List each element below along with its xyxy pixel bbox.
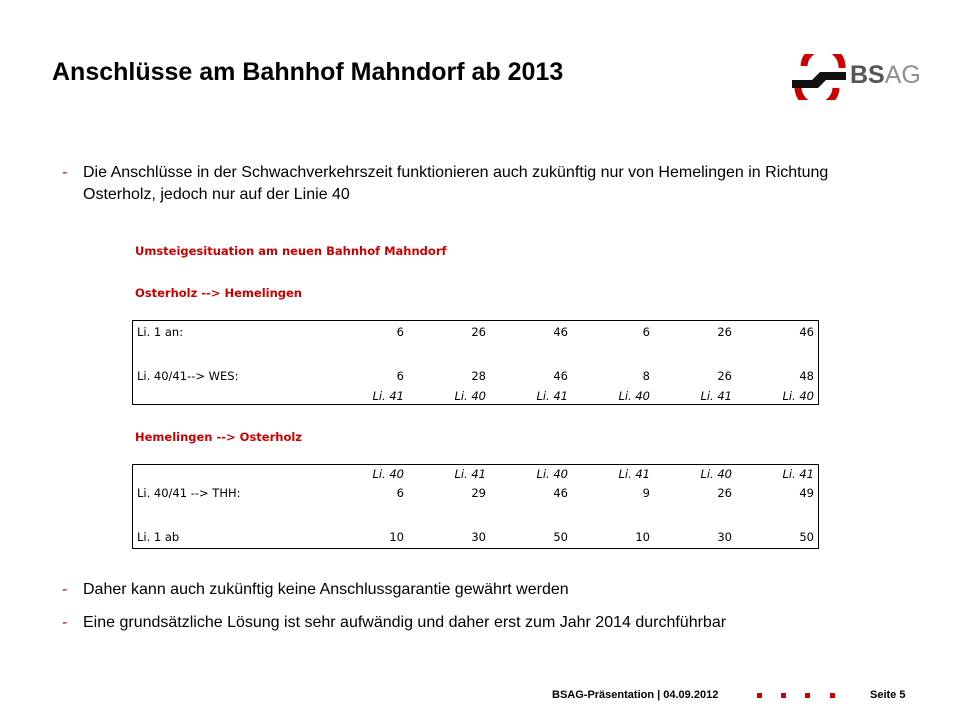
line-cell: Li. 41 xyxy=(700,388,732,403)
row-label: Li. 40/41--> WES: xyxy=(137,369,239,383)
table-cell: 49 xyxy=(799,486,814,500)
table-cell: 30 xyxy=(717,530,732,544)
line-cell: Li. 40 xyxy=(372,466,404,481)
table-cell: 28 xyxy=(471,369,486,383)
table-cell: 50 xyxy=(799,530,814,544)
table-cell: 6 xyxy=(642,325,650,339)
table-cell: 46 xyxy=(799,325,814,339)
bullet-item xyxy=(62,579,882,601)
table-row-lines xyxy=(133,387,819,405)
row-label: Li. 40/41 --> THH: xyxy=(137,486,241,500)
bsag-logo-icon xyxy=(790,54,850,100)
table-row xyxy=(133,365,819,387)
bullet-text: Eine grundsätzliche Lösung ist sehr aufwändig und daher erst zum Jahr 2014 durchführbar xyxy=(83,614,727,631)
logo-text-bs: BS xyxy=(850,61,885,89)
table-cell: 26 xyxy=(471,325,486,339)
bullet-item xyxy=(62,162,882,206)
bsag-logo xyxy=(790,54,920,100)
table-cell: 26 xyxy=(717,486,732,500)
table-osterholz-hemelingen xyxy=(132,320,819,405)
table-cell: 26 xyxy=(717,369,732,383)
footer-square-icon xyxy=(830,693,835,698)
table-row-spacer xyxy=(133,504,819,526)
bullet-item xyxy=(62,612,882,634)
table-cell: 46 xyxy=(553,486,568,500)
footer-square-icon xyxy=(781,693,786,698)
table2-heading: Hemelingen --> Osterholz xyxy=(135,430,302,444)
footer-presentation: BSAG-Präsentation | 04.09.2012 xyxy=(552,689,719,701)
bullet-text: Daher kann auch zukünftig keine Anschlussgarantie gewährt werden xyxy=(83,581,569,598)
table-cell: 8 xyxy=(642,369,650,383)
table-cell: 48 xyxy=(799,369,814,383)
line-cell: Li. 41 xyxy=(536,388,568,403)
line-cell: Li. 40 xyxy=(536,466,568,481)
table-cell: 46 xyxy=(553,369,568,383)
logo-text-ag: AG xyxy=(884,61,921,89)
table-row xyxy=(133,482,819,504)
line-cell: Li. 41 xyxy=(454,466,486,481)
line-cell: Li. 40 xyxy=(782,388,814,403)
page-number: Seite 5 xyxy=(870,689,906,701)
bullet-text: Die Anschlüsse in der Schwachverkehrszeit funktionieren auch zukünftig nur von Hemelingen in Richtung Osterholz, jedoch nur auf der Linie 40 xyxy=(83,164,829,203)
table-cell: 30 xyxy=(471,530,486,544)
row-label: Li. 1 an: xyxy=(137,325,184,339)
table-cell: 10 xyxy=(389,530,404,544)
table-row-lines xyxy=(133,465,819,483)
table-cell: 9 xyxy=(642,486,650,500)
table-row xyxy=(133,321,819,344)
table-row xyxy=(133,526,819,549)
bullet-marker: - xyxy=(62,164,68,181)
line-cell: Li. 41 xyxy=(782,466,814,481)
bullet-marker: - xyxy=(62,581,68,598)
table1-heading: Osterholz --> Hemelingen xyxy=(135,286,302,300)
table-row-spacer xyxy=(133,343,819,365)
footer-square-icon xyxy=(757,693,762,698)
table-cell: 6 xyxy=(396,486,404,500)
page-title: Anschlüsse am Bahnhof Mahndorf ab 2013 xyxy=(52,58,564,86)
table-cell: 50 xyxy=(553,530,568,544)
row-label: Li. 1 ab xyxy=(137,530,180,544)
bullet-marker: - xyxy=(62,614,68,631)
table-cell: 46 xyxy=(553,325,568,339)
line-cell: Li. 41 xyxy=(618,466,650,481)
line-cell: Li. 40 xyxy=(454,388,486,403)
table-hemelingen-osterholz xyxy=(132,464,819,549)
footer-square-icon xyxy=(805,693,810,698)
line-cell: Li. 41 xyxy=(372,388,404,403)
table-cell: 6 xyxy=(396,325,404,339)
table-title: Umsteigesituation am neuen Bahnhof Mahndorf xyxy=(135,244,447,258)
table-cell: 26 xyxy=(717,325,732,339)
table-cell: 6 xyxy=(396,369,404,383)
line-cell: Li. 40 xyxy=(618,388,650,403)
table-cell: 10 xyxy=(635,530,650,544)
line-cell: Li. 40 xyxy=(700,466,732,481)
table-cell: 29 xyxy=(471,486,486,500)
